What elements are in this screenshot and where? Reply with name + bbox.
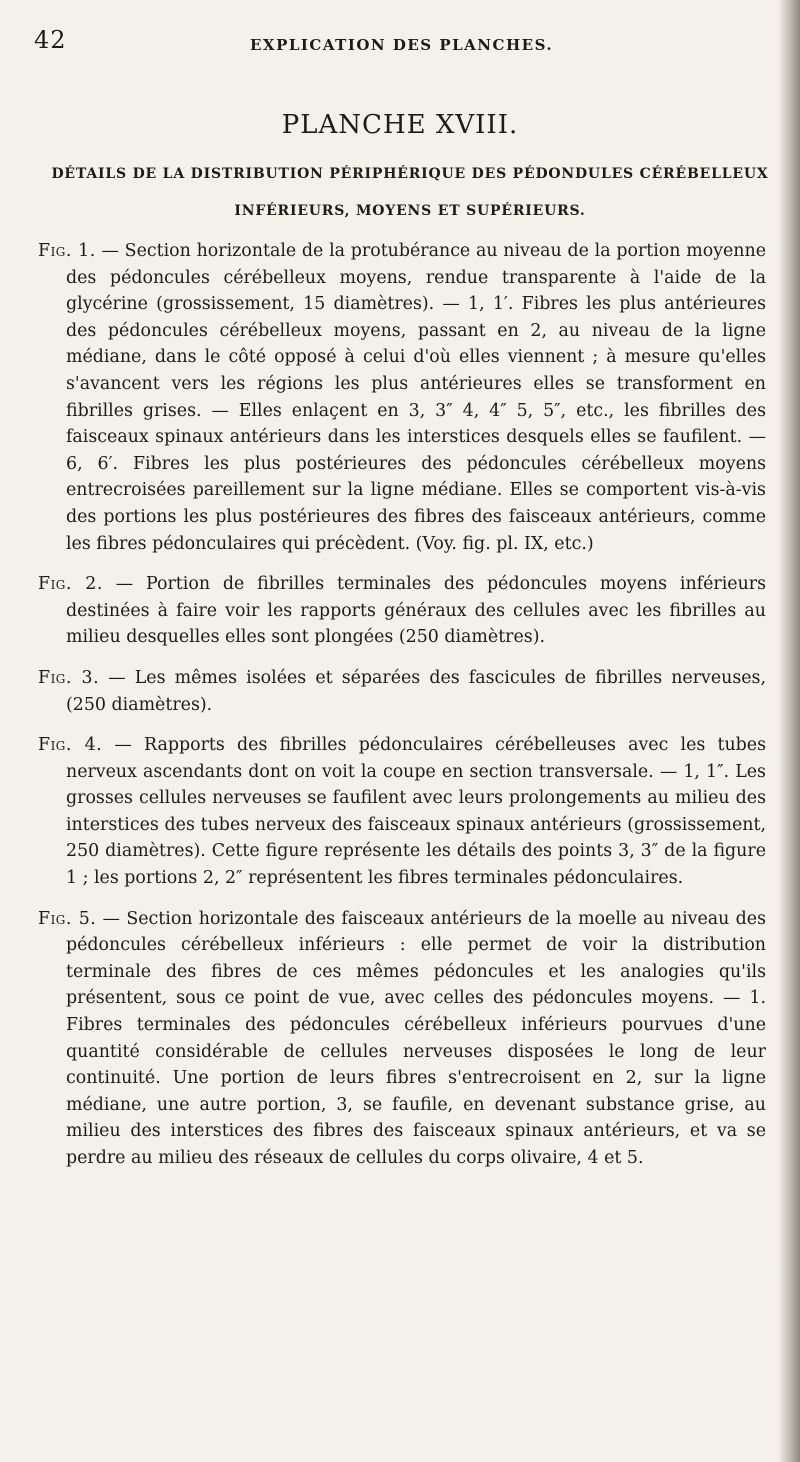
figure-captions bbox=[38, 238, 766, 1186]
figure-label: Fig. 5. bbox=[38, 908, 97, 929]
figure-label: Fig. 2. bbox=[38, 574, 103, 595]
plate-subtitle-line-1: DÉTAILS DE LA DISTRIBUTION PÉRIPHÉRIQUE DES PÉDONDULES CÉRÉBELLEUX bbox=[51, 166, 769, 182]
figure-label: Fig. 1. bbox=[38, 241, 96, 261]
figure-caption bbox=[38, 906, 766, 1172]
figure-text: — Section horizontale de la protubérance au niveau de la portion moyenne des pédoncules cérébelleux moyens, rendue transparente à l'aide de la glycérine (grossissement, 15 diamètres). — 1, 1′. Fibres les plus antérieures des pédoncules cérébelleux moyens, passant en 2, au niveau de la ligne médiane, dans le côté opposé à celui d'où elles viennent ; à mesure qu'elles s'avancent vers les régions les plus antérieures elles se transforment en fibrilles grises. — Elles enlaçent en 3, 3″ 4, 4″ 5, 5″, etc., les fibrilles des faisceaux spinaux antérieurs dans les interstices desquels elles se faufilent. — 6, 6′. Fibres les plus postérieures des pédoncules cérébelleux moyens entrecroisées pareillement sur la ligne médiane. Elles se comportent vis-à-vis des portions les plus postérieures des fibres des faisceaux antérieurs, comme les fibres pédonculaires qui précèdent. (Voy. fig. pl. IX, etc.) bbox=[66, 241, 767, 554]
figure-caption bbox=[38, 571, 766, 651]
plate-subtitle-line-2: INFÉRIEURS, MOYENS ET SUPÉRIEURS. bbox=[234, 203, 586, 219]
plate-title: PLANCHE XVIII. bbox=[281, 110, 519, 140]
figure-caption bbox=[38, 665, 766, 718]
figure-label: Fig. 3. bbox=[38, 667, 100, 688]
figure-label: Fig. 4. bbox=[38, 735, 103, 756]
figure-caption bbox=[38, 732, 766, 892]
figure-caption bbox=[38, 238, 766, 557]
figure-text: — Section horizontale des faisceaux antérieurs de la moelle au niveau des pédoncules cérébelleux inférieurs : elle permet de voir la distribution terminale des fibres de ces mêmes pédoncules et les analogies qu'ils présentent, sous ce point de vue, avec celles des pédoncules moyens. — 1. Fibres terminales des pédoncules cérébelleux inférieurs pourvues d'une quantité considérable de cellules nerveuses disposées le long de leur continuité. Une portion de leurs fibres s'entrecroisent en 2, sur la ligne médiane, une autre portion, 3, se faufile, en devenant substance grise, au milieu des interstices des fibres des faisceaux spinaux antérieurs, et va se perdre au milieu des réseaux de cellules du corps olivaire, 4 et 5. bbox=[66, 908, 767, 1168]
running-head: EXPLICATION DES PLANCHES. bbox=[250, 36, 554, 54]
figure-text: — Rapports des fibrilles pédonculaires cérébelleuses avec les tubes nerveux ascendants dont on voit la coupe en section transversale. — 1, 1″. Les grosses cellules nerveuses se faufilent avec leurs prolongements au milieu des interstices des tubes nerveux des faisceaux spinaux antérieurs (grossissement, 250 diamètres). Cette figure représente les détails des points 3, 3″ de la figure 1 ; les portions 2, 2″ représentent les fibres terminales pédonculaires. bbox=[66, 735, 767, 889]
page-gutter-shadow bbox=[778, 0, 800, 1462]
page-number: 42 bbox=[34, 26, 67, 54]
figure-text: — Les mêmes isolées et séparées des fascicules de fibrilles nerveuses, (250 diamètres). bbox=[66, 667, 767, 715]
figure-text: — Portion de fibrilles terminales des pédoncules moyens inférieurs destinées à faire voir les rapports généraux des cellules avec les fibrilles au milieu desquelles elles sont plongées (250 diamètres). bbox=[66, 574, 767, 648]
